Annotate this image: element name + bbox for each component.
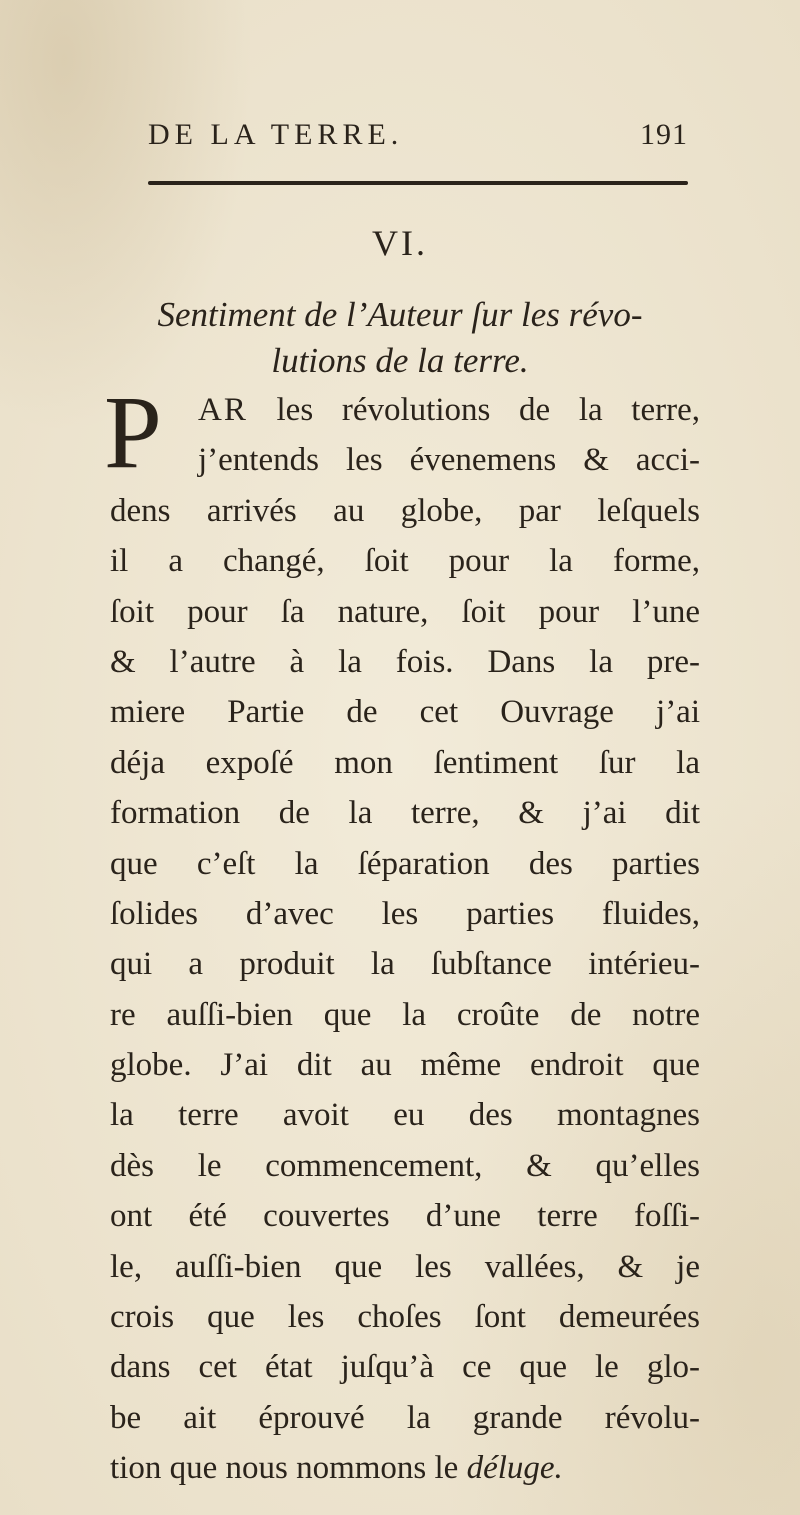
text-line-last [110, 1443, 700, 1493]
text-line: dans cet état juſqu’à ce que le glo- [110, 1349, 700, 1386]
text-line: ont été couvertes d’une terre foſſi- [110, 1198, 700, 1235]
running-head [148, 118, 688, 158]
text-line: formation de la terre, & j’ai dit [110, 795, 700, 832]
italic-word-deluge: déluge. [466, 1450, 563, 1487]
text-line: be ait éprouvé la grande révolu- [110, 1399, 700, 1436]
text-line: la terre avoit eu des montagnes [110, 1097, 700, 1134]
text-line: ſolides d’avec les parties fluides, [110, 895, 700, 932]
text-line: crois que les choſes ſont demeurées [110, 1299, 700, 1336]
text-line-1 [110, 385, 700, 435]
section-number: VI. [372, 223, 428, 263]
last-line-start: tion que nous nommons le [110, 1450, 459, 1487]
text-line: & l’autre à la fois. Dans la pre- [110, 643, 700, 680]
section-heading [100, 292, 700, 384]
header-rule [148, 181, 688, 185]
text-line: miere Partie de cet Ouvrage j’ai [110, 694, 700, 731]
text-line: re auſſi-bien que la croûte de notre [110, 996, 700, 1033]
text-line: déja expoſé mon ſentiment ſur la [110, 744, 700, 781]
text-line: le, auſſi-bien que les vallées, & je [110, 1248, 700, 1285]
text-line: ſoit pour ſa nature, ſoit pour l’une [110, 593, 700, 630]
text-line-2: j’entends les évenemens & acci- [198, 442, 700, 479]
text-line: dès le commencement, & qu’elles [110, 1147, 700, 1184]
running-head-title: DE LA TERRE. [148, 118, 404, 151]
section-heading-line-2: lutions de la terre. [271, 341, 529, 380]
first-word-small-caps: AR [198, 392, 248, 428]
section-heading-line-1: Sentiment de l’Auteur ſur les révo- [157, 295, 643, 334]
text-line: il a changé, ſoit pour la forme, [110, 543, 700, 580]
text-line-1-rest: les révolutions de la terre, [276, 392, 700, 428]
text-line: que c’eſt la ſéparation des parties [110, 845, 700, 882]
text-line: qui a produit la ſubſtance intérieu- [110, 946, 700, 983]
page-number: 191 [640, 118, 688, 151]
text-line: globe. J’ai dit au même endroit que [110, 1047, 700, 1084]
drop-cap: P [104, 375, 162, 490]
text-line: dens arrivés au globe, par leſquels [110, 492, 700, 529]
body-paragraph [104, 375, 700, 1494]
